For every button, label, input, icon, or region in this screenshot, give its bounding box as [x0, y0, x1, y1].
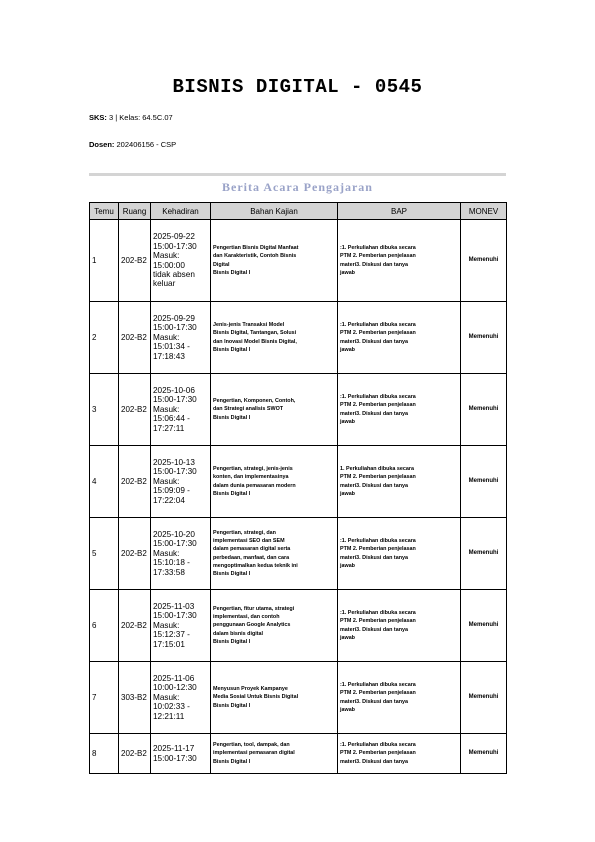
- cell-bap: [338, 446, 461, 518]
- kajian-line: Digital: [213, 261, 230, 268]
- cell-bahan-kajian: [211, 446, 338, 518]
- cell-monev: Memenuhi: [461, 518, 507, 590]
- kajian-line: implementasi, dan contoh: [213, 614, 280, 621]
- kehadiran-line: Masuk:: [153, 251, 180, 261]
- cell-kehadiran: [151, 446, 211, 518]
- kehadiran-line: 15:10:18 -: [153, 558, 190, 568]
- kehadiran-line: 17:18:43: [153, 351, 185, 361]
- cell-bahan-kajian: [211, 220, 338, 302]
- kehadiran-line: 15:12:37 -: [153, 630, 190, 640]
- cell-bahan-kajian: [211, 302, 338, 374]
- table-row: [90, 446, 507, 518]
- cell-temu: 1: [90, 220, 119, 302]
- cell-bahan-kajian: [211, 590, 338, 662]
- cell-monev: Memenuhi: [461, 374, 507, 446]
- table-row: [90, 590, 507, 662]
- cell-monev: Memenuhi: [461, 590, 507, 662]
- kehadiran-line: Masuk:: [153, 692, 180, 702]
- cell-kehadiran: [151, 518, 211, 590]
- cell-ruang: 202-B2: [119, 220, 151, 302]
- table-row: [90, 302, 507, 374]
- kajian-line: Media Sosial Untuk Bisnis Digital: [213, 694, 299, 701]
- kehadiran-line: Masuk:: [153, 332, 180, 342]
- bap-line: materi3. Diskusi dan tanya: [340, 410, 409, 417]
- header-ruang: Ruang: [119, 203, 151, 220]
- bap-line: materi3. Diskusi dan tanya: [340, 338, 409, 345]
- kehadiran-line: tidak absen: [153, 269, 195, 279]
- bap-line: jawab: [340, 490, 355, 497]
- cell-temu: 7: [90, 662, 119, 734]
- cell-ruang: 202-B2: [119, 590, 151, 662]
- cell-monev: Memenuhi: [461, 734, 507, 774]
- kehadiran-line: 17:33:58: [153, 567, 185, 577]
- kajian-line: Pengertian Bisnis Digital Manfaat: [213, 245, 299, 252]
- cell-ruang: 303-B2: [119, 662, 151, 734]
- kehadiran-line: 12:21:11: [153, 711, 185, 721]
- kajian-line: konten, dan implementasinya: [213, 474, 289, 481]
- bap-line: :1. Perkuliahan dibuka secara: [340, 742, 416, 749]
- table-row: [90, 734, 507, 774]
- kehadiran-line: 15:06:44 -: [153, 414, 190, 424]
- bap-line: :1. Perkuliahan dibuka secara: [340, 394, 416, 401]
- cell-temu: 4: [90, 446, 119, 518]
- sks-kelas-value: 3 | Kelas: 64.5C.07: [109, 113, 173, 122]
- header-bap: BAP: [338, 203, 461, 220]
- dosen-value: 202406156 - CSP: [116, 140, 177, 149]
- kajian-line: implementasi pemasaran digital: [213, 750, 295, 757]
- dosen-label: Dosen:: [89, 140, 115, 149]
- cell-bahan-kajian: [211, 374, 338, 446]
- kajian-line: dalam pemasaran digital serta: [213, 546, 291, 553]
- bap-line: PTM 2. Pemberian penjelasan: [340, 253, 416, 260]
- cell-ruang: 202-B2: [119, 446, 151, 518]
- bap-line: materi3. Diskusi dan tanya: [340, 482, 409, 489]
- bap-line: jawab: [340, 346, 355, 353]
- kajian-line: dan Strategi analisis SWOT: [213, 406, 284, 413]
- cell-temu: 3: [90, 374, 119, 446]
- cell-ruang: 202-B2: [119, 374, 151, 446]
- bap-line: PTM 2. Pemberian penjelasan: [340, 750, 416, 757]
- bap-line: jawab: [340, 634, 355, 641]
- table-row: [90, 374, 507, 446]
- kehadiran-line: 2025-10-13: [153, 457, 195, 467]
- bap-line: :1. Perkuliahan dibuka secara: [340, 538, 416, 545]
- bap-line: :1. Perkuliahan dibuka secara: [340, 682, 416, 689]
- bap-line: jawab: [340, 269, 355, 276]
- kehadiran-line: 17:27:11: [153, 423, 185, 433]
- kehadiran-line: 15:00-17:30: [153, 467, 197, 477]
- table-row: [90, 518, 507, 590]
- cell-bahan-kajian: [211, 518, 338, 590]
- kajian-line: Bisnis Digital I: [213, 702, 251, 709]
- cell-ruang: 202-B2: [119, 302, 151, 374]
- bap-line: materi3. Diskusi dan tanya: [340, 261, 409, 268]
- cell-monev: Memenuhi: [461, 302, 507, 374]
- bap-line: 1. Perkuliahan dibuka secara: [340, 466, 415, 473]
- kajian-line: Bisnis Digital I: [213, 346, 251, 353]
- cell-bap: [338, 590, 461, 662]
- cell-ruang: 202-B2: [119, 734, 151, 774]
- kehadiran-line: 15:00-17:30: [153, 323, 197, 333]
- bap-line: jawab: [340, 706, 355, 713]
- kehadiran-line: 2025-11-06: [153, 673, 195, 683]
- kehadiran-line: 15:00-17:30: [153, 753, 197, 763]
- cell-kehadiran: [151, 374, 211, 446]
- kehadiran-line: 17:15:01: [153, 639, 185, 649]
- kehadiran-line: 15:00-17:30: [153, 241, 197, 251]
- table-header-row: [90, 203, 507, 220]
- bap-line: materi3. Diskusi dan tanya: [340, 758, 409, 765]
- kajian-line: dan Inovasi Model Bisnis Digital,: [213, 338, 297, 345]
- kajian-line: Bisnis Digital, Tantangan, Solusi: [213, 330, 297, 337]
- sks-kelas-line: [89, 113, 173, 122]
- cell-bap: [338, 662, 461, 734]
- kehadiran-line: 2025-09-22: [153, 232, 195, 242]
- kajian-line: Pengertian, fitur utama, strategi: [213, 606, 295, 613]
- kehadiran-line: 2025-10-06: [153, 385, 195, 395]
- bap-line: PTM 2. Pemberian penjelasan: [340, 618, 416, 625]
- bap-line: PTM 2. Pemberian penjelasan: [340, 330, 416, 337]
- header-temu: Temu: [90, 203, 119, 220]
- kajian-line: Jenis-jenis Transaksi Model: [213, 322, 285, 329]
- cell-kehadiran: [151, 590, 211, 662]
- kehadiran-line: 2025-11-17: [153, 744, 195, 754]
- kajian-line: Bisnis Digital I: [213, 490, 251, 497]
- kehadiran-line: 17:22:04: [153, 495, 185, 505]
- cell-bap: [338, 734, 461, 774]
- kehadiran-line: 15:00-17:30: [153, 539, 197, 549]
- kehadiran-line: 15:00-17:30: [153, 611, 197, 621]
- cell-monev: Memenuhi: [461, 662, 507, 734]
- cell-bap: [338, 220, 461, 302]
- kajian-line: implementasi SEO dan SEM: [213, 538, 285, 545]
- kajian-line: Pengertian, Komponen, Contoh,: [213, 398, 296, 405]
- table-row: [90, 220, 507, 302]
- kajian-line: dan Karakteristik, Contoh Bisnis: [213, 253, 297, 260]
- cell-kehadiran: [151, 302, 211, 374]
- bap-line: PTM 2. Pemberian penjelasan: [340, 402, 416, 409]
- kehadiran-line: Masuk:: [153, 620, 180, 630]
- kehadiran-line: 15:01:34 -: [153, 342, 190, 352]
- bap-line: jawab: [340, 418, 355, 425]
- kajian-line: Bisnis Digital I: [213, 758, 251, 765]
- cell-temu: 8: [90, 734, 119, 774]
- kehadiran-line: 2025-11-03: [153, 601, 195, 611]
- cell-bahan-kajian: [211, 734, 338, 774]
- header-monev: MONEV: [461, 203, 507, 220]
- bap-line: PTM 2. Pemberian penjelasan: [340, 690, 416, 697]
- table-row: [90, 662, 507, 734]
- berita-acara-table: [89, 202, 507, 774]
- kehadiran-line: 10:02:33 -: [153, 702, 190, 712]
- kehadiran-line: 15:09:09 -: [153, 486, 190, 496]
- bap-line: :1. Perkuliahan dibuka secara: [340, 610, 416, 617]
- cell-ruang: 202-B2: [119, 518, 151, 590]
- cell-temu: 5: [90, 518, 119, 590]
- kehadiran-line: 15:00-17:30: [153, 395, 197, 405]
- sks-label: SKS:: [89, 113, 107, 122]
- cell-kehadiran: [151, 662, 211, 734]
- kehadiran-line: Masuk:: [153, 404, 180, 414]
- kehadiran-line: Masuk:: [153, 476, 180, 486]
- page-title: BISNIS DIGITAL - 0545: [172, 76, 423, 98]
- cell-temu: 6: [90, 590, 119, 662]
- bap-line: materi3. Diskusi dan tanya: [340, 626, 409, 633]
- cell-monev: Memenuhi: [461, 220, 507, 302]
- kajian-line: penggunaan Google Analytics: [213, 622, 291, 629]
- kajian-line: dalam dunia pemasaran modern: [213, 482, 296, 489]
- bap-line: PTM 2. Pemberian penjelasan: [340, 474, 416, 481]
- section-divider: [89, 173, 506, 176]
- kajian-line: Pengertian, strategi, jenis-jenis: [213, 466, 293, 473]
- kajian-line: Pengertian, strategi, dan: [213, 530, 276, 537]
- kehadiran-line: 10:00-12:30: [153, 683, 197, 693]
- cell-bahan-kajian: [211, 662, 338, 734]
- kehadiran-line: 2025-09-29: [153, 313, 195, 323]
- kajian-line: Bisnis Digital I: [213, 414, 251, 421]
- kajian-line: Menyusun Proyek Kampanye: [213, 686, 288, 693]
- bap-line: materi3. Diskusi dan tanya: [340, 698, 409, 705]
- kajian-line: Bisnis Digital I: [213, 638, 251, 645]
- kajian-line: Bisnis Digital I: [213, 570, 251, 577]
- cell-kehadiran: [151, 734, 211, 774]
- bap-line: materi3. Diskusi dan tanya: [340, 554, 409, 561]
- section-title: Berita Acara Pengajaran: [222, 180, 373, 194]
- header-kehadiran: Kehadiran: [151, 203, 211, 220]
- cell-monev: Memenuhi: [461, 446, 507, 518]
- kehadiran-line: 15:00:00: [153, 260, 185, 270]
- bap-line: PTM 2. Pemberian penjelasan: [340, 546, 416, 553]
- cell-bap: [338, 518, 461, 590]
- kehadiran-line: 2025-10-20: [153, 529, 195, 539]
- bap-line: :1. Perkuliahan dibuka secara: [340, 245, 416, 252]
- bap-line: :1. Perkuliahan dibuka secara: [340, 322, 416, 329]
- kehadiran-line: Masuk:: [153, 548, 180, 558]
- dosen-line: [89, 140, 176, 149]
- kajian-line: Bisnis Digital I: [213, 269, 251, 276]
- kehadiran-line: keluar: [153, 279, 176, 289]
- cell-bap: [338, 302, 461, 374]
- kajian-line: Pengertian, tool, dampak, dan: [213, 742, 290, 749]
- cell-kehadiran: [151, 220, 211, 302]
- cell-temu: 2: [90, 302, 119, 374]
- kajian-line: dalam bisnis digital: [213, 630, 264, 637]
- kajian-line: perbedaan, manfaat, dan cara: [213, 554, 290, 561]
- header-bahan-kajian: Bahan Kajian: [211, 203, 338, 220]
- bap-line: jawab: [340, 562, 355, 569]
- cell-bap: [338, 374, 461, 446]
- kajian-line: mengoptimalkan kedua teknik ini: [213, 562, 298, 569]
